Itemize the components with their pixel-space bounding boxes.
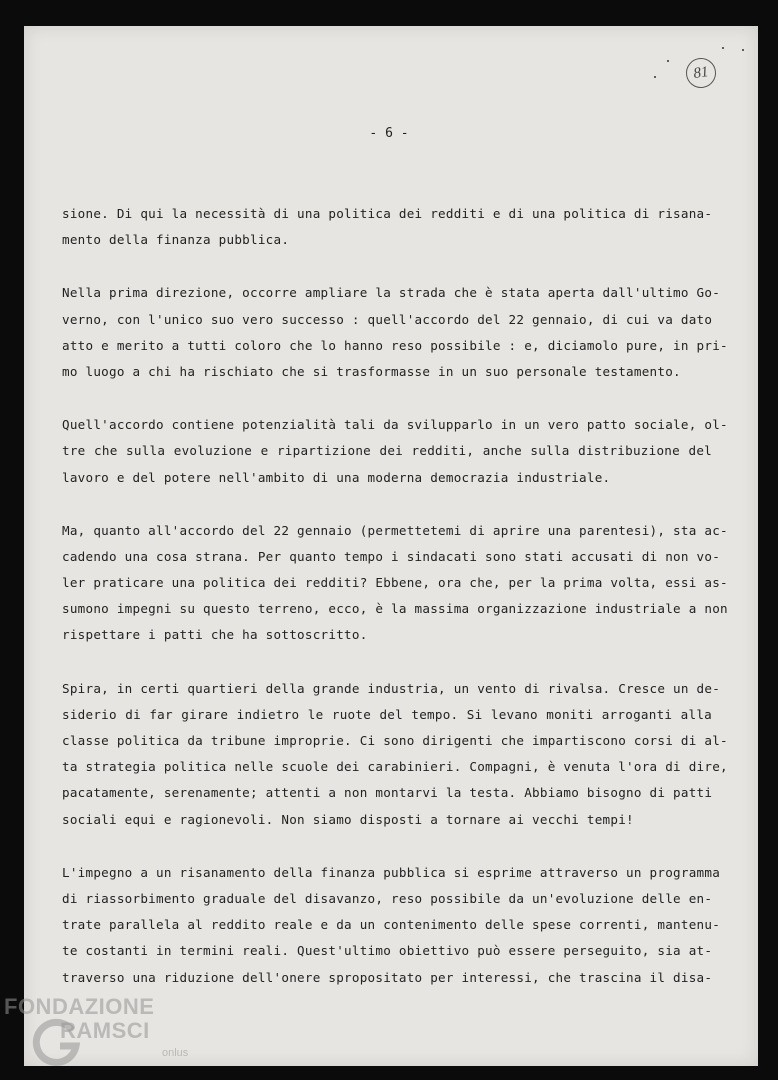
ink-speck [722,47,724,49]
page-number: - 6 - [369,126,409,141]
text-line: trate parallela al reddito reale e da un contenimento delle spese correnti, mantenu- [62,917,721,933]
text-line: sumono impegni su questo terreno, ecco, è la massima organizzazione industriale a non [62,601,728,617]
fondazione-gramsci-watermark [4,994,194,1074]
text-line: ta strategia politica nelle scuole dei carabinieri. Compagni, è venuta l'ora di dire, [62,759,728,775]
text-line: di riassorbimento graduale del disavanzo, reso possibile da un'evoluzione delle en- [62,890,713,906]
text-line: sociali equi e ragionevoli. Non siamo disposti a tornare ai vecchi tempi! [62,811,634,827]
ink-speck [742,49,744,51]
paragraph [62,518,728,649]
text-line: mento della finanza pubblica. [62,232,290,248]
text-line: tre che sulla evoluzione e ripartizione dei redditi, anche sulla distribuzione del [62,443,712,459]
text-line: mo luogo a chi ha rischiato che si trasformasse in un suo personale testamento. [62,363,681,379]
paragraph [62,676,728,833]
text-line: cadendo una cosa strana. Per quanto tempo i sindacati sono stati accusati di non vo- [62,548,721,564]
watermark-suffix: onlus [162,1047,189,1059]
paragraph [62,860,721,991]
text-line: traverso una riduzione dell'onere spropositato per interessi, che trascina il disa- [62,969,713,985]
text-line: classe politica da tribune improprie. Ci sono dirigenti che impartiscono corsi di al- [62,733,728,748]
text-line: pacatamente, serenamente; attenti a non montarvi la testa. Abbiamo bisogno di patti [62,785,713,801]
archive-number-stamp: 81 [684,56,718,90]
text-line: L'impegno a un risanamento della finanza pubblica si esprime attraverso un programma [62,864,721,880]
text-line: verno, con l'unico suo vero successo : quell'accordo del 22 gennaio, di cui va dato [62,311,713,327]
text-line: Spira, in certi quartieri della grande industria, un vento di rivalsa. Cresce un de- [62,680,721,696]
text-line: atto e merito a tutti coloro che lo hanno reso possibile : e, diciamolo pure, in pri- [62,337,728,353]
paragraph [62,412,728,491]
text-line: rispettare i patti che ha sottoscritto. [62,627,368,643]
text-line: Nella prima direzione, occorre ampliare la strada che è stata aperta dall'ultimo Go- [62,285,721,301]
text-line: Ma, quanto all'accordo del 22 gennaio (permettetemi di aprire una parentesi), sta ac- [62,522,728,538]
ink-speck [667,60,669,62]
text-line: ler praticare una politica dei redditi? Ebbene, ora che, per la prima volta, essi as- [62,575,728,591]
watermark-line1: FONDAZIONE [4,994,155,1019]
text-line: lavoro e del potere nell'ambito di una moderna democrazia industriale. [62,469,611,485]
text-line: Quell'accordo contiene potenzialità tali da svilupparlo in un vero patto sociale, ol- [62,417,728,433]
ink-speck [654,76,656,78]
text-line: sione. Di qui la necessità di una politica dei redditi e di una politica di risana- [62,206,713,221]
paragraph [62,280,728,385]
paragraph [62,201,712,253]
text-line: te costanti in termini reali. Quest'ultimo obiettivo può essere perseguito, sia at- [62,943,713,959]
watermark-line2: RAMSCI [60,1018,150,1043]
document-body [62,201,728,1018]
text-line: siderio di far girare indietro le ruote del tempo. Si levano moniti arroganti alla [62,706,712,722]
